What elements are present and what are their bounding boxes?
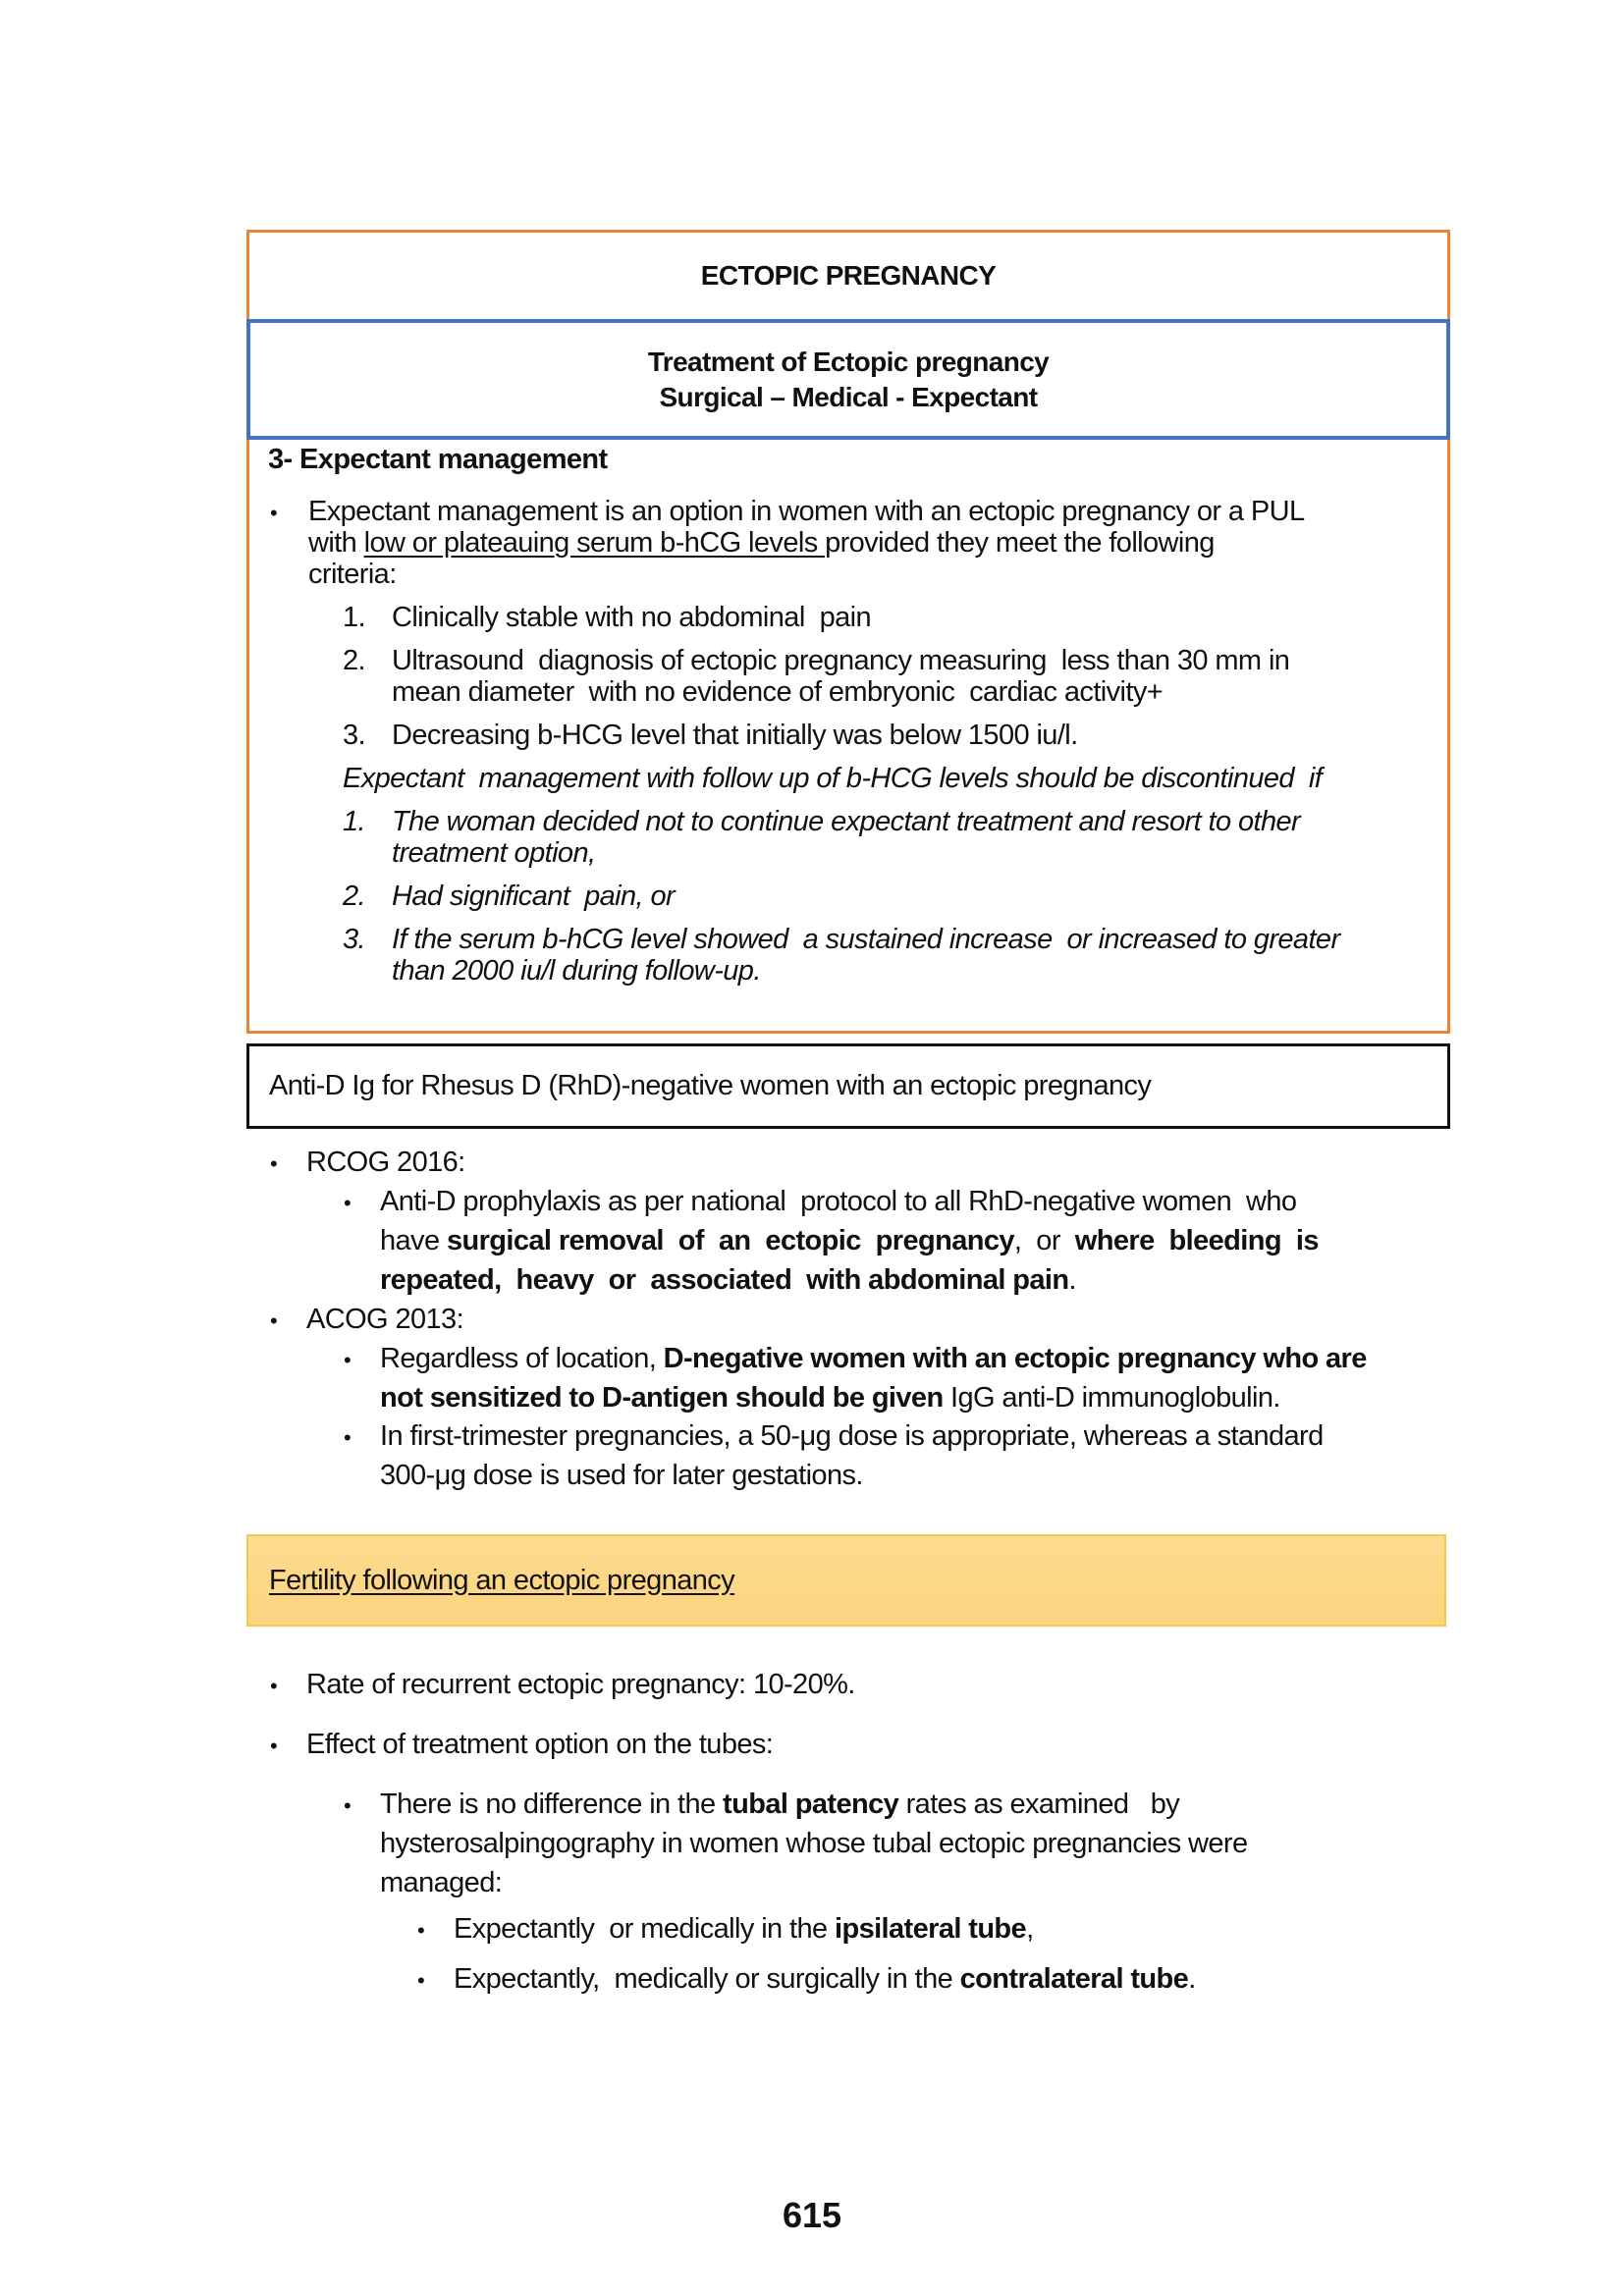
treatment-header-box: [246, 319, 1450, 440]
expectant-intro-line3: criteria:: [308, 559, 397, 590]
acog-item1-line1: Regardless of location, D-negative women with an ectopic pregnancy who are: [380, 1343, 1367, 1374]
tubal-patency-line3: managed:: [380, 1867, 503, 1898]
criteria-number: 1.: [343, 602, 365, 633]
bullet-icon: •: [417, 1968, 425, 1993]
rcog-item-line3: repeated, heavy or associated with abdominal pain.: [380, 1264, 1076, 1296]
page-number: 615: [782, 2195, 842, 2235]
acog-item2-line2: 300-μg dose is used for later gestations.: [380, 1460, 863, 1491]
rcog-label: RCOG 2016:: [306, 1147, 465, 1178]
underlined-criteria: low or plateauing serum b-hCG levels: [363, 527, 826, 559]
ipsilateral-item: Expectantly or medically in the ipsilateral tube,: [454, 1913, 1034, 1945]
criteria-item-cont: mean diameter with no evidence of embryonic cardiac activity+: [392, 676, 1164, 708]
discontinue-number: 3.: [343, 924, 365, 955]
acog-item1-line2: not sensitized to D-antigen should be given IgG anti-D immunoglobulin.: [380, 1382, 1280, 1414]
bullet-icon: •: [344, 1793, 352, 1818]
discontinue-item: If the serum b-hCG level showed a sustained increase or increased to greater: [392, 924, 1340, 955]
contralateral-item: Expectantly, medically or surgically in the contralateral tube.: [454, 1963, 1196, 1995]
bullet-icon: •: [417, 1918, 425, 1943]
bullet-icon: •: [270, 1734, 278, 1758]
criteria-item: Clinically stable with no abdominal pain: [392, 602, 872, 633]
criteria-item: Decreasing b-HCG level that initially was below 1500 iu/l.: [392, 720, 1078, 751]
treatment-title: Treatment of Ectopic pregnancy: [647, 346, 1050, 377]
treatment-subtitle: Surgical – Medical - Expectant: [659, 381, 1038, 412]
antid-heading-box: [246, 1043, 1450, 1129]
discontinue-item-cont: treatment option,: [392, 837, 596, 869]
discontinue-item: Had significant pain, or: [392, 881, 676, 912]
discontinue-item-cont: than 2000 iu/l during follow-up.: [392, 955, 761, 987]
discontinue-item: The woman decided not to continue expectant treatment and resort to other: [392, 806, 1301, 837]
acog-item2-line1: In first-trimester pregnancies, a 50-μg dose is appropriate, whereas a standard: [380, 1420, 1324, 1452]
bullet-icon: •: [270, 501, 278, 525]
fertility-item-treatment-effect: Effect of treatment option on the tubes:: [306, 1729, 774, 1760]
bullet-icon: •: [270, 1308, 278, 1333]
fertility-heading: Fertility following an ectopic pregnancy: [269, 1564, 735, 1596]
rcog-item-line1: Anti-D prophylaxis as per national protocol to all RhD-negative women who: [380, 1186, 1297, 1217]
discontinue-number: 1.: [343, 806, 365, 837]
fertility-heading-box: [246, 1534, 1446, 1627]
discontinue-intro: Expectant management with follow up of b-HCG levels should be discontinued if: [343, 763, 1323, 794]
bullet-icon: •: [344, 1348, 352, 1372]
bullet-icon: •: [344, 1191, 352, 1215]
bullet-icon: •: [270, 1674, 278, 1698]
expectant-intro-line2: with low or plateauing serum b-hCG levels provided they meet the following: [308, 527, 1215, 559]
criteria-item: Ultrasound diagnosis of ectopic pregnancy measuring less than 30 mm in: [392, 645, 1290, 676]
fertility-item-recurrence: Rate of recurrent ectopic pregnancy: 10-20%.: [306, 1669, 855, 1700]
bullet-icon: •: [270, 1151, 278, 1176]
criteria-number: 3.: [343, 720, 365, 751]
rcog-item-line2: have surgical removal of an ectopic pregnancy, or where bleeding is: [380, 1225, 1319, 1256]
discontinue-number: 2.: [343, 881, 365, 912]
page-title: ECTOPIC PREGNANCY: [700, 260, 997, 291]
tubal-patency-line2: hysterosalpingography in women whose tubal ectopic pregnancies were: [380, 1828, 1248, 1859]
bullet-icon: •: [344, 1425, 352, 1450]
criteria-number: 2.: [343, 645, 365, 676]
tubal-patency-line1: There is no difference in the tubal patency rates as examined by: [380, 1789, 1180, 1820]
expectant-intro-line1: Expectant management is an option in women with an ectopic pregnancy or a PUL: [308, 496, 1305, 527]
section-heading-expectant: 3- Expectant management: [268, 444, 608, 475]
acog-label: ACOG 2013:: [306, 1304, 464, 1335]
antid-heading: Anti-D Ig for Rhesus D (RhD)-negative women with an ectopic pregnancy: [269, 1070, 1152, 1101]
